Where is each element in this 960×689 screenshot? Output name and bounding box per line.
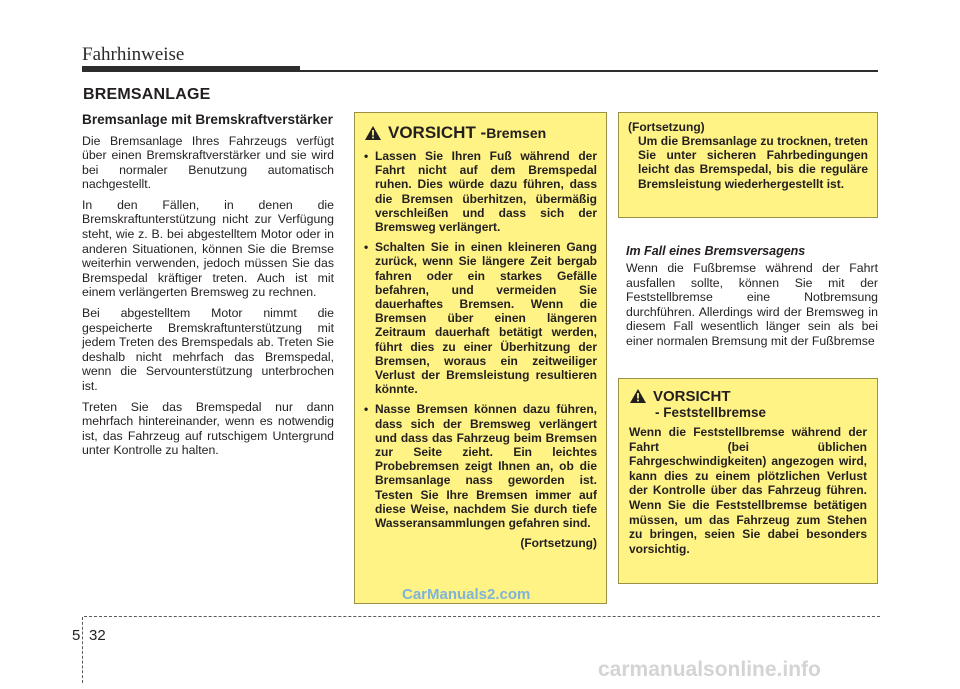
warning-triangle-icon bbox=[629, 388, 647, 404]
left-paragraph: Die Bremsanlage Ihres Fahrzeugs verfügt über einen Bremskraftverstärker und sie wird bei normaler Benutzung automatisch nachgestellt. bbox=[82, 133, 334, 192]
section-title: BREMSANLAGE bbox=[83, 86, 211, 103]
continued-label: (Fortsetzung) bbox=[520, 536, 597, 551]
caution-title-sub: Bremsen bbox=[486, 125, 547, 141]
left-paragraph: Treten Sie das Bremspedal nur dann mehrfach hintereinander, wenn es notwendig ist, das Fahrzeug auf rutschigem Untergrund unter Kontrolle zu halten. bbox=[82, 399, 334, 458]
footer-rule bbox=[84, 616, 880, 617]
header-rule bbox=[300, 70, 878, 72]
brake-failure-text: Wenn die Fußbremse während der Fahrt ausfallen sollte, können Sie mit der Feststellbremse eine Notbremsung durchführen. Allerdings wird der Bremsweg in diesem Fall wesentlich länger sein als bei einer normalen Bremsung mit der Fußbremse bbox=[626, 261, 878, 348]
subheading-brake-failure: Im Fall eines Bremsversagens bbox=[626, 244, 806, 258]
watermark-bottom: carmanualsonline.info bbox=[598, 658, 821, 681]
list-item: • Nasse Bremsen können dazu führen, dass sich der Bremsweg verlängert und dass das Fahrzeug beim Bremsen zur Seite zieht. Ein leichtes Probebremsen zeigt Ihnen an, ob die Bremsanlage nass geworden ist. Testen Sie Ihre Bremsen immer auf diese Weise, nachdem Sie durch tiefe Wasseransammlungen gefahren sind. bbox=[364, 402, 597, 530]
left-column bbox=[82, 112, 334, 464]
continued-label: (Fortsetzung) bbox=[628, 120, 705, 134]
caution-title bbox=[364, 123, 597, 143]
warning-triangle-icon bbox=[364, 125, 382, 141]
watermark-left: CarManuals2.com bbox=[402, 586, 531, 603]
caution-title-word: VORSICHT - bbox=[388, 123, 487, 142]
left-heading: Bremsanlage mit Bremskraftverstärker bbox=[82, 112, 333, 127]
chapter-number: 5 bbox=[72, 627, 81, 644]
caution-text: Wenn die Feststellbremse während der Fahrt (bei üblichen Fahrgeschwindigkeiten) angezogen wird, kann dies zu einem plötzlichen Verlust der Kontrolle über das Fahrzeug führen. Wenn Sie die Feststellbremse betätigen müssen, um das Fahrzeug zum Stehen zu bringen, seien Sie dabei besonders vorsichtig. bbox=[629, 425, 867, 556]
caution-box-continued bbox=[618, 112, 878, 218]
header-title: Fahrhinweise bbox=[82, 44, 185, 65]
footer-divider bbox=[82, 617, 83, 683]
caution-box-parking-brake bbox=[618, 378, 878, 584]
list-item: • Schalten Sie in einen kleineren Gang zurück, wenn Sie längere Zeit bergab fahren oder ein starkes Gefälle befahren, und vermeiden Sie dauerhaftes Bremsen. Wenn die Bremsen über einen längeren Zeitraum dauerhaft betätigt werden, führt dies zu einer Überhitzung der Bremsen, woraus ein zeitweiliger Verlust der Bremsleistung resultieren könnte. bbox=[364, 240, 597, 396]
caution-title bbox=[629, 388, 867, 405]
left-paragraph: Bei abgestelltem Motor nimmt die gespeicherte Bremskraftunterstützung mit jedem Treten des Bremspedals ab. Treten Sie deshalb nicht mehrfach das Bremspedal, wenn die Servounterstützung unterbrochen ist. bbox=[82, 306, 334, 393]
caution-title-word: VORSICHT bbox=[653, 388, 731, 405]
caution-box-brakes bbox=[354, 112, 607, 604]
caution-bullets bbox=[364, 149, 597, 530]
list-item: • Lassen Sie Ihren Fuß während der Fahrt nicht auf dem Bremspedal ruhen. Dies würde dazu führen, dass die Bremsen überhitzen, übermäßig verschleißen und dass sich der Bremsweg verlängert. bbox=[364, 149, 597, 234]
caution-title-sub: - Feststellbremse bbox=[655, 405, 767, 420]
continued-text: Um die Bremsanlage zu trocknen, treten Sie unter sicheren Fahrbedingungen leicht das Bremspedal, bis die reguläre Bremsleistung wiederhergestellt ist. bbox=[638, 134, 868, 191]
left-paragraph: In den Fällen, in denen die Bremskraftunterstützung nicht zur Verfügung steht, wie z. B. bei abgestelltem Motor oder in anderen Situationen, können Sie die Bremse weiterhin verwenden, jedoch müssen Sie das Bremspedal kräftiger treten. Auch ist mit einem verlängerten Bremsweg zu rechnen. bbox=[82, 197, 334, 300]
header-bar bbox=[82, 66, 300, 72]
page-number: 32 bbox=[89, 627, 106, 644]
